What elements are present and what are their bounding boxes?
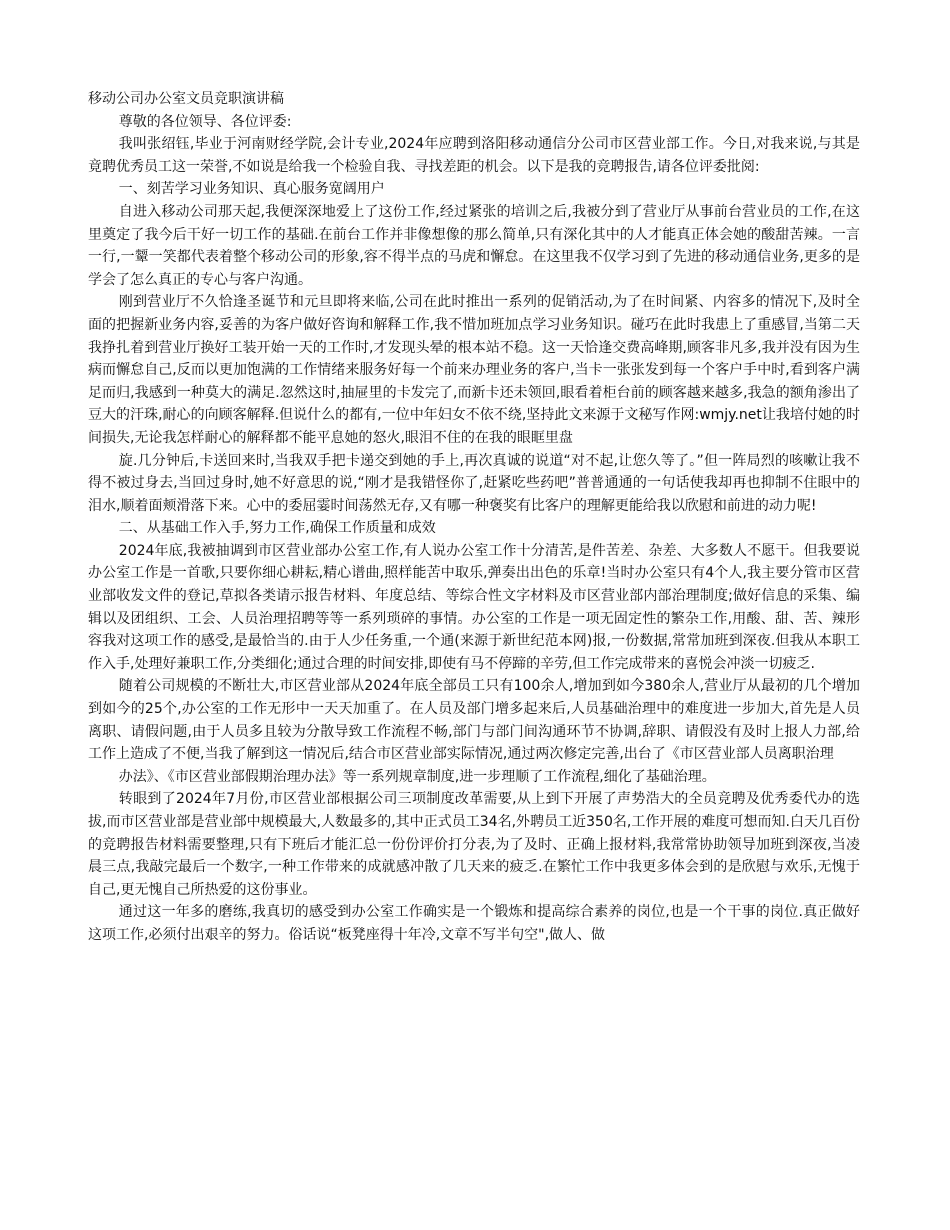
paragraph-office-work: 2024年底,我被抽调到市区营业部办公室工作,有人说办公室工作十分清苦,是件苦差、杂差、大多数人不愿干。但我要说办公室工作是一首歌,只要你细心耕耘,精心谱曲,照样能苦中取乐,弹奏出出色的乐章!当时办公室只有4个人,我主要分管市区营业部收发文件的登记,草拟各类请示报告材料、年度总结、等综合性文字材料及市区营业部内部治理制度;做好信息的采集、编辑以及团组织、工会、人员治理招聘等等一系列琐碎的事情。办公室的工作是一项无固定性的繁杂工作,用酸、甜、苦、辣形容我对这项工作的感受,是最恰当的.由于人少任务重,一个通(来源于新世纪范本网)报,一份数据,常常加班到深夜.但我从本职工作入手,处理好兼职工作,分类细化;通过合理的时间安排,即使有马不停蹄的辛劳,但工作完成带来的喜悦会冲淡一切疲乏. <box>88 542 860 672</box>
paragraph-company-growth: 随着公司规模的不断壮大,市区营业部从2024年底全部员工只有100余人,增加到如今380余人,营业厅从最初的几个增加到如今的25个,办公室的工作无形中一天天加重了。在人员及部门增多起来后,人员基础治理中的难度进一步加大,首先是人员离职、请假问题,由于人员多且较为分散导致工作流程不畅,部门与部门间沟通环节不协调,辞职、请假没有及时上报人力部,给工作上造成了不便,当我了解到这一情况后,结合市区营业部实际情况,通过两次修定完善,出台了《市区营业部人员离职治理 <box>88 678 860 763</box>
paragraph-competition: 转眼到了2024年7月份,市区营业部根据公司三项制度改革需要,从上到下开展了声势浩大的全员竞聘及优秀委代办的选拔,而市区营业部是营业部中规模最大,人数最多的,其中正式员工34名,外聘员工近350名,工作开展的难度可想而知.白天几百份的竞聘报告材料需要整理,只有下班后才能汇总一份份评价打分表,为了及时、正确上报材料,我常常协助领导加班到深夜,当凌晨三点,我敲完最后一个数字,一种工作带来的成就感冲散了几天来的疲乏.在繁忙工作中我更多体会到的是欣慰与欢乐,无愧于自己,更无愧自己所热爱的这份事业。 <box>88 791 860 898</box>
section-heading-2: 二、从基础工作入手,努力工作,确保工作质量和成效 <box>118 520 436 537</box>
paragraph-holiday-promotion: 刚到营业厅不久恰逢圣诞节和元旦即将来临,公司在此时推出一系列的促销活动,为了在时间紧、内容多的情况下,及时全面的把握新业务内容,妥善的为客户做好咨询和解释工作,我不惜加班加点学习业务知识。碰巧在此时我患上了重感冒,当第二天我挣扎着到营业厅换好工装开始一天的工作时,才发现头晕的根本站不稳。这一天恰逢交费高峰期,顾客非凡多,我并没有因为生病而懈怠自己,反而以更加饱满的工作情绪来服务好每一个前来办理业务的客户,当卡一张张发到每一个客户手中时,看到客户满足而归,我感到一种莫大的满足.忽然这时,抽屉里的卡发完了,而新卡还未领回,眼看着柜台前的顾客越来越多,我急的额角渗出了豆大的汗珠,耐心的向顾客解释.但说什么的都有,一位中年妇女不依不绕,坚持此文来源于文秘写作网:wmjy.net让我培付她的时间损失,无论我怎样耐心的解释都不能平息她的怒火,眼泪不住的在我的眼眶里盘 <box>88 294 860 446</box>
section-heading-1: 一、刻苦学习业务知识、真心服务宽阔用户 <box>118 181 385 198</box>
paragraph-apology: 旋.几分钟后,卡送回来时,当我双手把卡递交到她的手上,再次真诚的说道“对不起,让您久等了。”但一阵局烈的咳嗽让我不得不被过身去,当回过身时,她不好意思的说,“刚才是我错怪你了,赶紧吃些药吧”普普通通的一句话使我却再也抑制不住眼中的泪水,顺着面颊滑落下来。心中的委屈霎时间荡然无存,又有哪一种褒奖有比客户的理解更能给我以欣慰和前进的动力呢! <box>88 452 860 514</box>
paragraph-intro: 我叫张绍钰,毕业于河南财经学院,会计专业,2024年应聘到洛阳移动通信分公司市区营业部工作。今日,对我来说,与其是竟聘优秀员工这一荣誉,不如说是给我一个检验自我、寻找差距的机会。以下是我的竞聘报告,请各位评委批阅: <box>88 136 860 175</box>
paragraph-reflection: 通过这一年多的磨练,我真切的感受到办公室工作确实是一个锻炼和提高综合素养的岗位,也是一个干事的岗位.真正做好这项工作,必须付出艰辛的努力。俗话说“板凳座得十年冷,文章不写半句空",做人、做 <box>88 904 860 943</box>
paragraph-regulations: 办法》、《市区营业部假期治理办法》等一系列规章制度,进一步理顺了工作流程,细化了基础治理。 <box>118 768 716 785</box>
document-title: 移动公司办公室文员竞职演讲稿 <box>88 91 284 107</box>
salutation: 尊敬的各位领导、各位评委: <box>118 113 292 130</box>
paragraph-frontdesk: 自进入移动公司那天起,我便深深地爱上了这份工作,经过紧张的培训之后,我被分到了营业厅从事前台营业员的工作,在这里奠定了我今后干好一切工作的基础.在前台工作并非像想像的那么简单,只有深化其中的人才能真正体会她的酸甜苦辣。一言一行,一颦一笑都代表着整个移动公司的形象,容不得半点的马虎和懈怠。在这里我不仅学习到了先进的移动通信业务,更多的是学会了怎么真正的专心与客户沟通。 <box>88 203 860 288</box>
